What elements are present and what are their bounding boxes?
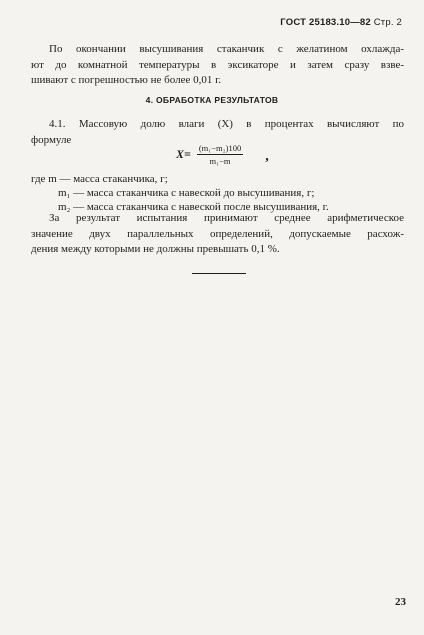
intro-line-2: ют до комнатной температуры в эксикаторе и затем сразу взве- [31, 58, 404, 71]
formula-denominator: m₁−m [209, 156, 231, 166]
standard-code: ГОСТ 25183.10—82 [280, 17, 371, 28]
page-number: 23 [395, 596, 406, 608]
formula-trailing: , [265, 148, 269, 164]
variable-definitions [31, 172, 411, 214]
intro-line-1: По окончании высушивания стаканчик с желатином охлажда- [49, 43, 404, 55]
formula-lhs: X= [176, 147, 191, 161]
intro-line-3: шивают с погрешностью не более 0,01 г. [31, 74, 222, 86]
result-line-3: дения между которыми не должны превышать 0,1 %. [31, 243, 280, 255]
result-line-1: За результат испытания принимают среднее арифметическое [49, 212, 404, 224]
page-header [280, 17, 402, 28]
intro-paragraph [31, 42, 404, 89]
section-title: 4. ОБРАБОТКА РЕЗУЛЬТАТОВ [145, 95, 279, 105]
divider-line [192, 273, 246, 274]
formula-numerator: (m₁−m₂)100 [198, 143, 242, 153]
definition-m1: m₁ — масса стаканчика с навеской до высушивания, г; [58, 187, 315, 199]
definition-m2: m₂ — масса стаканчика с навеской после высушивания, г. [58, 201, 329, 213]
section-line-2: формуле [31, 133, 72, 146]
page-label: Стр. 2 [373, 17, 402, 28]
formula-fraction [197, 143, 243, 166]
definition-m: где m — масса стаканчика, г; [31, 173, 168, 185]
moisture-formula [176, 143, 269, 166]
result-paragraph [31, 211, 404, 258]
result-line-2: значение двух параллельных определений, допускаемые расхож- [31, 227, 404, 240]
section-line-1: 4.1. Массовую долю влаги (X) в процентах вычисляют по [49, 118, 404, 130]
